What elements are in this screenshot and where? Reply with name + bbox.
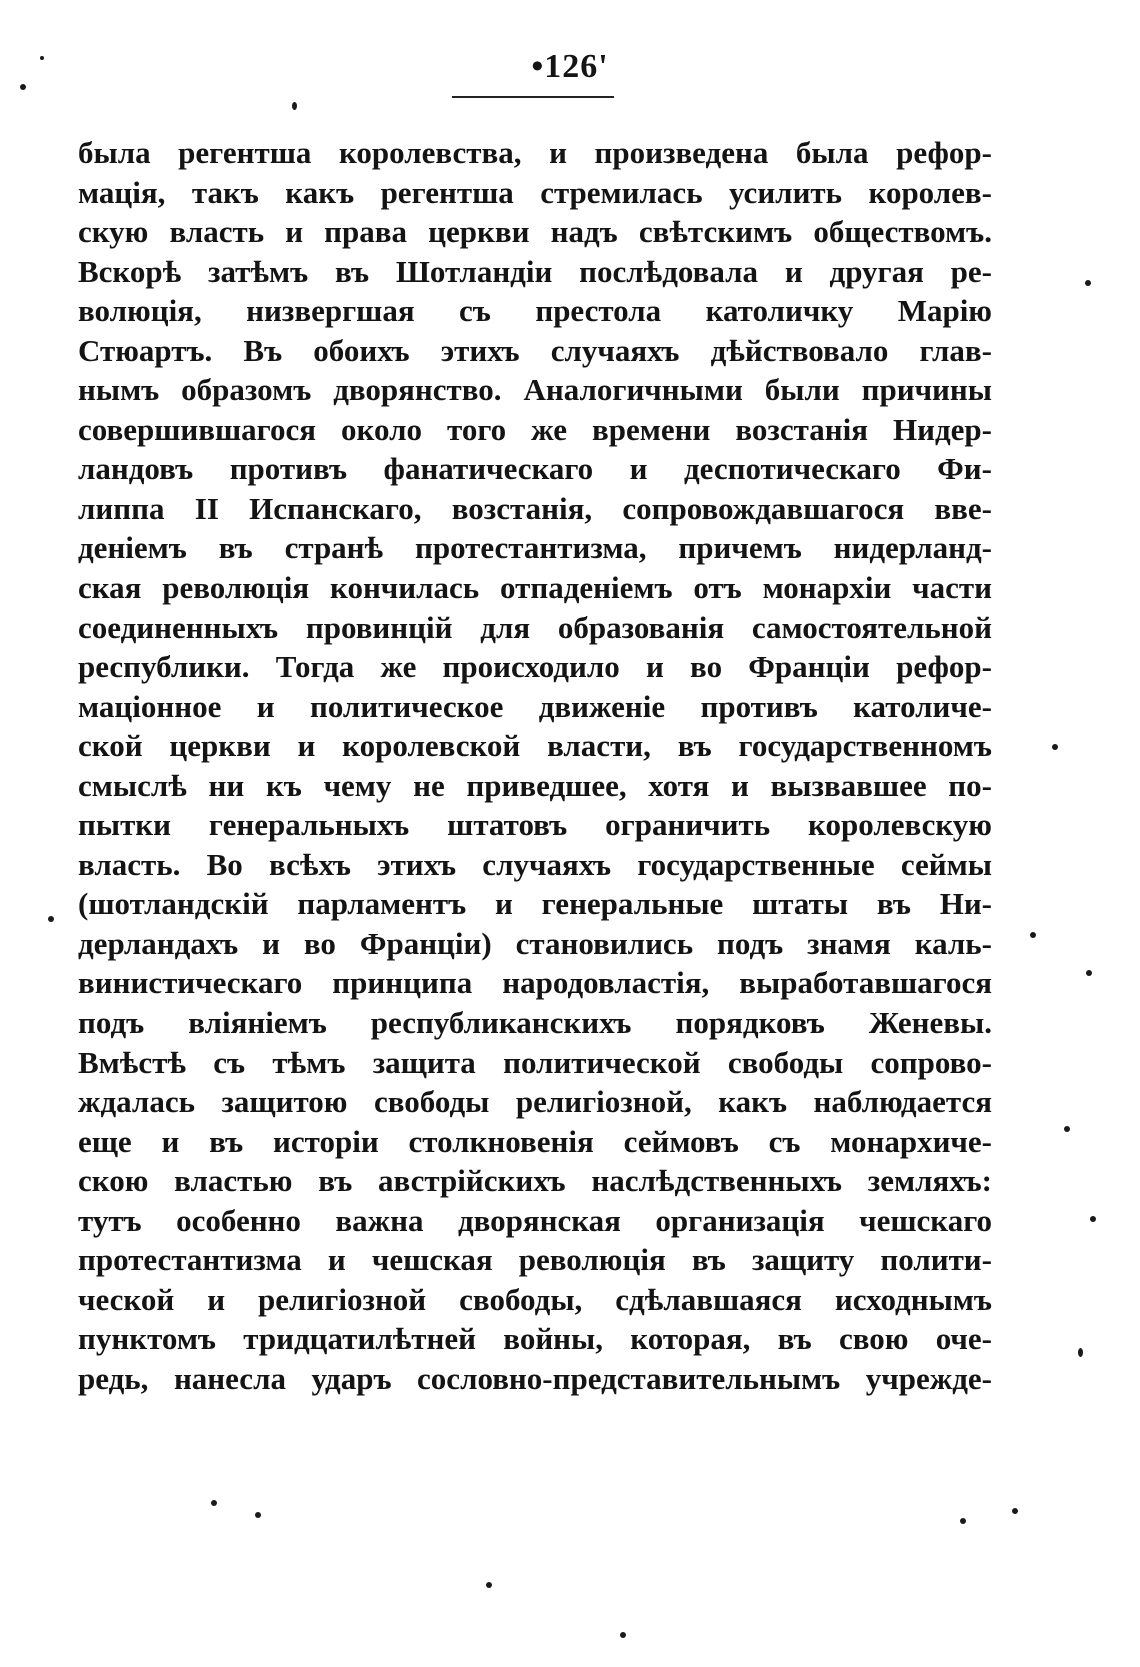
scan-speck <box>48 916 54 922</box>
text-line: пытки генеральныхъ штатовъ ограничить королевскую <box>78 807 992 843</box>
scan-speck <box>40 56 44 60</box>
scan-speck <box>211 1500 217 1506</box>
text-line: смыслѣ ни къ чему не приведшее, хотя и вызвавшее по- <box>78 767 992 803</box>
scan-speck <box>292 102 297 110</box>
text-line: республики. Тогда же происходило и во Франціи рефор- <box>78 649 992 685</box>
text-line: скую власть и права церкви надъ свѣтскимъ обществомъ. <box>78 214 992 250</box>
text-line: дерландахъ и во Франціи) становились подъ знамя каль- <box>78 925 992 961</box>
body-text <box>78 133 992 1399</box>
scan-speck <box>620 1632 626 1638</box>
scan-speck <box>20 84 26 90</box>
scan-speck <box>1012 1508 1018 1514</box>
text-line: нымъ образомъ дворянство. Аналогичными были причины <box>78 372 992 408</box>
scan-speck <box>1052 744 1058 750</box>
text-line: волюція, низвергшая съ престола католичку Марію <box>78 293 992 329</box>
text-line: совершившагося около того же времени возстанія Нидер- <box>78 411 992 447</box>
scan-speck <box>1090 1216 1096 1222</box>
text-line: винистическаго принципа народовластія, выработавшагося <box>78 965 992 1001</box>
text-line: деніемъ въ странѣ протестантизма, причемъ нидерланд- <box>78 530 992 566</box>
text-line: была регентша королевства, и произведена была рефор- <box>78 135 992 170</box>
text-line: ческой и религіозной свободы, сдѣлавшаяся исходнымъ <box>78 1281 992 1317</box>
text-line: ландовъ противъ фанатическаго и деспотическаго Фи- <box>78 451 992 487</box>
text-line: протестантизма и чешская революція въ защиту полити- <box>78 1242 992 1278</box>
text-line: власть. Во всѣхъ этихъ случаяхъ государственные сеймы <box>78 846 992 882</box>
page-number-rule <box>452 96 614 98</box>
text-line: пунктомъ тридцатилѣтней войны, которая, въ свою оче- <box>78 1321 992 1357</box>
text-line: ской церкви и королевской власти, въ государственномъ <box>78 728 992 764</box>
text-line: редь, нанесла ударъ сословно-представительнымъ учрежде- <box>78 1360 992 1396</box>
scan-speck <box>1086 970 1092 976</box>
scan-speck <box>1030 932 1036 938</box>
scan-speck <box>255 1512 261 1518</box>
text-line: маціонное и политическое движеніе противъ католиче- <box>78 688 992 724</box>
scan-speck <box>1078 1348 1083 1357</box>
text-line: Вскорѣ затѣмъ въ Шотландіи послѣдовала и другая ре- <box>78 253 992 289</box>
page-number: •126' <box>531 48 609 85</box>
text-line: Вмѣстѣ съ тѣмъ защита политической свободы сопрово- <box>78 1044 992 1080</box>
text-line: ская революція кончилась отпаденіемъ отъ монархіи части <box>78 570 992 606</box>
text-line: скою властью въ австрійскихъ наслѣдственныхъ земляхъ: <box>78 1163 992 1199</box>
text-line: тутъ особенно важна дворянская организація чешскаго <box>78 1202 992 1238</box>
text-line: еще и въ исторіи столкновенія сеймовъ съ монархиче- <box>78 1123 992 1159</box>
scan-speck <box>486 1582 492 1588</box>
text-line: липпа II Испанскаго, возстанія, сопровождавшагося вве- <box>78 490 992 526</box>
text-line: подъ вліяніемъ республиканскихъ порядковъ Женевы. <box>78 1005 992 1041</box>
text-line: Стюартъ. Въ обоихъ этихъ случаяхъ дѣйствовало глав- <box>78 332 992 368</box>
scan-speck <box>960 1518 966 1524</box>
text-line: мація, такъ какъ регентша стремилась усилить королев- <box>78 174 992 210</box>
text-line: (шотландскій парламентъ и генеральные штаты въ Ни- <box>78 886 992 922</box>
scan-speck <box>1064 1126 1070 1132</box>
text-line: соединенныхъ провинцій для образованія самостоятельной <box>78 609 992 645</box>
scan-speck <box>1085 280 1091 286</box>
text-line: ждалась защитою свободы религіозной, какъ наблюдается <box>78 1084 992 1120</box>
